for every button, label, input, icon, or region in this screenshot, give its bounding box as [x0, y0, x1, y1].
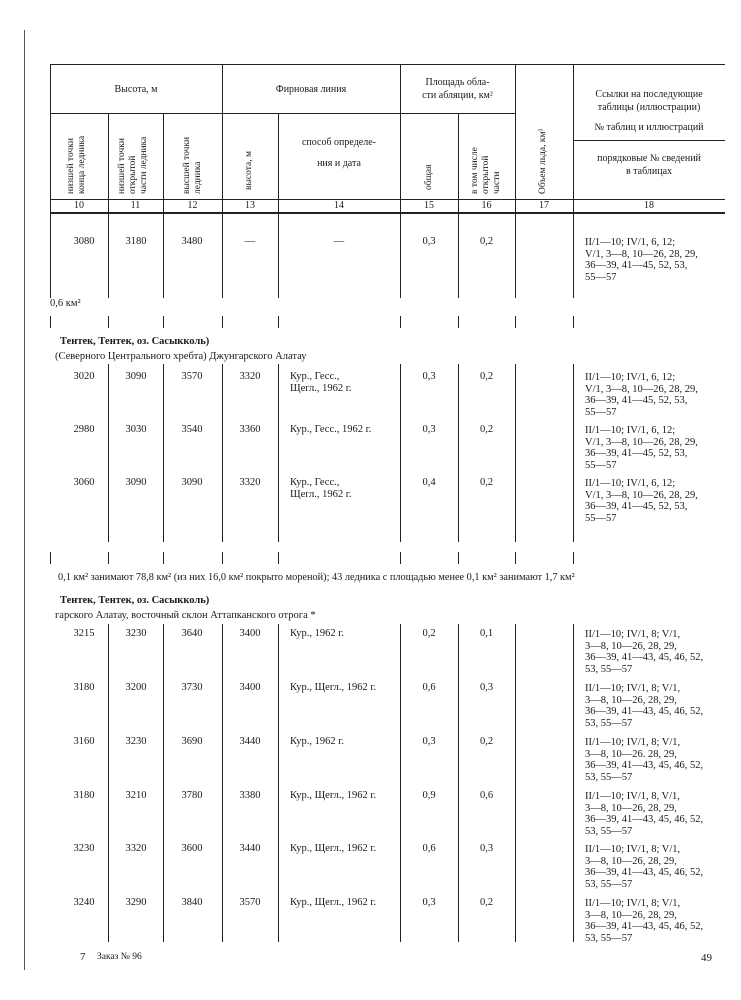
cell: 2980 [73, 424, 95, 435]
cell: 0,9 [422, 790, 436, 801]
refs-cell: II/1—10; IV/1, 8; V/1, 3—8, 10—26, 28, 29, 36—39, 41—43, 45, 46, 52, 53, 55—57 [585, 629, 704, 675]
cell: Кур., 1962 г. [290, 628, 344, 639]
cell: 0,3 [479, 682, 494, 693]
col-sep [515, 364, 516, 542]
firn-group-header: Фирновая линия [275, 84, 347, 95]
tick [50, 286, 51, 298]
tick [108, 552, 109, 564]
cell: Кур., Гесс., [290, 477, 340, 488]
section2-summary: 0,1 км² занимают 78,8 км² (из них 16,0 км² покрыто мореной); 43 ледника с площадью менее 0,1 км² занимают 1,7 км² [58, 572, 575, 583]
cell: Кур., Гесс., 1962 г. [290, 424, 372, 435]
col-sep [515, 64, 516, 214]
cell: 0,3 [422, 236, 436, 247]
cell: 0,3 [422, 897, 436, 908]
binding-line [24, 30, 25, 970]
col-number: 11 [130, 200, 141, 211]
col-sep [458, 364, 459, 542]
cell: 3400 [239, 682, 261, 693]
tick [515, 552, 516, 564]
col-number: 16 [481, 200, 492, 211]
tick [573, 286, 574, 298]
cell: 3230 [125, 736, 147, 747]
tick [222, 286, 223, 298]
col14-header-l2: ния и дата [317, 158, 361, 169]
cell: 3090 [125, 477, 147, 488]
tick [278, 316, 279, 328]
col-sep [573, 64, 574, 214]
cell: 3030 [125, 424, 147, 435]
col-sep [50, 214, 51, 290]
col11-header: низшей точки открытой части ледника [117, 136, 149, 194]
block1-note: 0,6 км² [50, 298, 81, 309]
cell: 3215 [73, 628, 95, 639]
section2-subtitle: (Северного Центрального хребта) Джунгарского Алатау [55, 351, 307, 362]
section3-subtitle: гарского Алатау, восточный склон Аттапканского отрога * [55, 610, 316, 621]
col-number: 18 [644, 200, 654, 211]
col-sep [458, 214, 459, 290]
tick [400, 316, 401, 328]
refs-header-l1: Ссылки на последующие [595, 89, 703, 100]
refs-cell: II/1—10; IV/1, 6, 12; V/1, 3—8, 10—26, 28, 29, 36—39, 41—45, 52, 53, 55—57 [585, 372, 698, 418]
cell: 3640 [181, 628, 203, 639]
col-sep [458, 113, 459, 214]
refs-cell: II/1—10; IV/1, 8; V/1, 3—8, 10—26, 28, 29, 36—39, 41—43, 45, 46, 52, 53, 55—57 [585, 683, 704, 729]
cell: Кур., Щегл., 1962 г. [290, 897, 377, 908]
refs-sub2-l1: порядковые № сведений [597, 153, 701, 164]
refs-sub-rule [573, 140, 725, 141]
refs-cell: II/1—10; IV/1, 6, 12; V/1, 3—8, 10—26, 28, 29, 36—39, 41—45, 52, 53, 55—57 [585, 478, 698, 524]
cell: 0,1 [479, 628, 494, 639]
cell: 3090 [181, 477, 203, 488]
col-sep [278, 364, 279, 542]
cell: 3160 [73, 736, 95, 747]
col-sep [573, 364, 574, 542]
cell: Кур., 1962 г. [290, 736, 344, 747]
refs-cell: II/1—10; IV/1, 8, V/1, 3—8, 10—26, 28, 29, 36—39, 41—43, 45, 46, 52, 53, 55—57 [585, 791, 704, 837]
col-sep [222, 214, 223, 290]
cell: — [244, 236, 256, 247]
col-number: 10 [74, 200, 84, 211]
cell: 3540 [181, 424, 203, 435]
cell: 3440 [239, 736, 261, 747]
col-sep [222, 624, 223, 942]
cell: Кур., Щегл., 1962 г. [290, 843, 377, 854]
tick [50, 552, 51, 564]
header-bottom-rule [50, 212, 725, 214]
refs-cell: II/1—10; IV/1, 6, 12; V/1, 3—8, 10—26, 28, 29, 36—39, 41—45, 52, 53, 55—57 [585, 237, 698, 283]
ablation-group-header-l2: сти абляции, км² [422, 90, 493, 101]
section2-title: Тентек, Тентек, оз. Сасыкколь) [60, 336, 210, 347]
cell: 3200 [125, 682, 147, 693]
col-sep [163, 214, 164, 290]
col10-header: низшей точки конца ледника [66, 135, 87, 194]
refs-sub1: № таблиц и иллюстраций [594, 122, 704, 133]
cell: 3320 [239, 477, 261, 488]
cell: Щегл., 1962 г. [290, 489, 352, 500]
cell: 3180 [125, 236, 147, 247]
cell: 3290 [125, 897, 147, 908]
col15-header: общая [424, 164, 434, 190]
tick [108, 286, 109, 298]
tick [400, 552, 401, 564]
cell: 3230 [125, 628, 147, 639]
col-sep [515, 624, 516, 942]
refs-header-l2: таблицы (иллюстрации) [597, 102, 701, 113]
cell: Кур., Гесс., [290, 371, 340, 382]
tick [50, 316, 51, 328]
cell: 3690 [181, 736, 203, 747]
cell: 3360 [239, 424, 261, 435]
cell: Щегл., 1962 г. [290, 383, 352, 394]
col12-header: высшей точки ледника [182, 136, 203, 194]
col-number: 13 [245, 200, 255, 211]
page-number: 49 [701, 952, 712, 964]
col17-header: Объем льда, км³ [538, 128, 548, 194]
cell: 0,2 [479, 236, 494, 247]
tick [458, 316, 459, 328]
cell: 3320 [125, 843, 147, 854]
cell: 3060 [73, 477, 95, 488]
cell: 3570 [239, 897, 261, 908]
cell: 3780 [181, 790, 203, 801]
ablation-group-header-l1: Площадь обла- [425, 77, 490, 88]
cell: 0,4 [422, 477, 436, 488]
tick [222, 552, 223, 564]
cell: 0,2 [479, 477, 494, 488]
cell: 3600 [181, 843, 203, 854]
height-group-rule [50, 113, 222, 114]
tick [278, 286, 279, 298]
cell: 0,2 [479, 736, 494, 747]
cell: 0,3 [422, 736, 436, 747]
col-sep [222, 364, 223, 542]
cell: 0,6 [422, 843, 436, 854]
cell: 3180 [73, 790, 95, 801]
col-sep [400, 364, 401, 542]
tick [108, 316, 109, 328]
col-sep [573, 214, 574, 290]
col-sep [108, 364, 109, 542]
tick [515, 286, 516, 298]
cell: 0,2 [422, 628, 436, 639]
col-sep [163, 624, 164, 942]
cell: 0,3 [479, 843, 494, 854]
refs-cell: II/1—10; IV/1, 8; V/1, 3—8, 10—26. 28, 29, 36—39, 41—43, 45, 46, 52, 53, 55—57 [585, 737, 704, 783]
cell: 0,6 [479, 790, 494, 801]
cell: 3240 [73, 897, 95, 908]
cell: 3180 [73, 682, 95, 693]
tick [163, 552, 164, 564]
col-sep [163, 113, 164, 214]
cell: Кур., Щегл., 1962 г. [290, 682, 377, 693]
tick [278, 552, 279, 564]
cell: 3230 [73, 843, 95, 854]
col-number: 14 [334, 200, 344, 211]
cell: 0,6 [422, 682, 436, 693]
refs-cell: II/1—10; IV/1, 8; V/1, 3—8, 10—26, 28, 29, 36—39, 41—43, 45, 46, 52, 53, 55—57 [585, 844, 704, 890]
col-sep [400, 624, 401, 942]
cell: 3400 [239, 628, 261, 639]
cell: 3210 [125, 790, 147, 801]
refs-sub2-l2: в таблицах [625, 166, 673, 177]
cell: Кур., Щегл., 1962 г. [290, 790, 377, 801]
cell: 3840 [181, 897, 203, 908]
col-sep [515, 214, 516, 290]
header-top-rule [50, 64, 725, 65]
cell: 3380 [239, 790, 261, 801]
cell: 3730 [181, 682, 203, 693]
cell: 0,2 [479, 897, 494, 908]
col16-header: в том числе открытой части [470, 147, 502, 194]
col-sep [458, 624, 459, 942]
tick [458, 286, 459, 298]
cell: 3020 [73, 371, 95, 382]
cell: 3080 [73, 236, 95, 247]
col13-header: высота, м [244, 151, 254, 190]
section3-title: Тентек, Тентек, оз. Сасыкколь) [60, 595, 210, 606]
tick [573, 552, 574, 564]
cell: 3570 [181, 371, 203, 382]
cell: 0,2 [479, 371, 494, 382]
cell: 0,3 [422, 371, 436, 382]
col-number: 12 [187, 200, 198, 211]
cell: 0,2 [479, 424, 494, 435]
tick [163, 286, 164, 298]
tick [222, 316, 223, 328]
tick [458, 552, 459, 564]
cell: 3480 [181, 236, 203, 247]
tick [400, 286, 401, 298]
tick [163, 316, 164, 328]
cell: 3320 [239, 371, 261, 382]
col-sep [278, 624, 279, 942]
col-sep [108, 214, 109, 290]
refs-cell: II/1—10; IV/1, 8; V/1, 3—8, 10—26, 28, 29, 36—39, 41—43, 45, 46, 52, 53, 55—57 [585, 898, 704, 944]
cell: 3090 [125, 371, 147, 382]
tick [515, 316, 516, 328]
footer-left-number: 7 [80, 951, 86, 963]
height-group-header: Высота, м [114, 84, 158, 95]
col-sep [108, 624, 109, 942]
col-sep [108, 113, 109, 214]
col-number: 17 [539, 200, 549, 211]
refs-cell: II/1—10; IV/1, 6, 12; V/1, 3—8, 10—26, 28, 29, 36—39, 41—45, 52, 53, 55—57 [585, 425, 698, 471]
tick [573, 316, 574, 328]
col-sep [278, 214, 279, 290]
cell: 3440 [239, 843, 261, 854]
firn-group-rule [222, 113, 400, 114]
col-number: 15 [424, 200, 434, 211]
footer-order-text: Заказ № 96 [97, 952, 142, 962]
col14-header-l1: способ определе- [301, 137, 376, 148]
col-sep [400, 214, 401, 290]
cell: — [333, 236, 345, 247]
cell: 0,3 [422, 424, 436, 435]
col-sep [573, 624, 574, 942]
col-sep [163, 364, 164, 542]
